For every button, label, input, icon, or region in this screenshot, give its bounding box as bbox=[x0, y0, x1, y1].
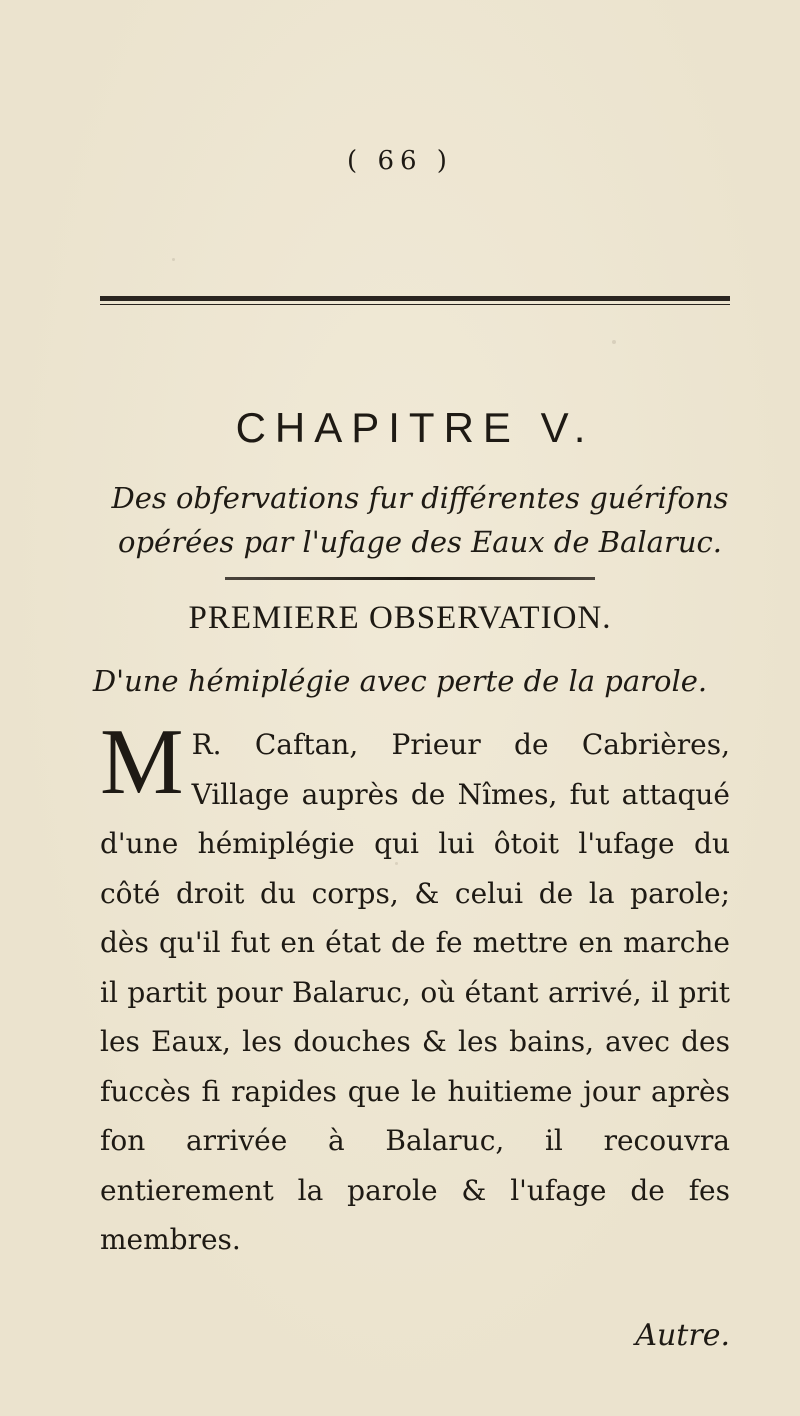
paper-speck bbox=[612, 340, 616, 344]
catchword: Autre. bbox=[635, 1318, 730, 1353]
header-rule bbox=[100, 296, 730, 305]
body-text: R. Caftan, Prieur de Cabrières, Village auprès de Nîmes, fut attaqué d'une hémiplégie qui lui ôtoit l'ufage du côté droit du corps, & celui de la parole; dès qu'il fut en état de fe mettre en marche il partit pour Balaruc, où étant arrivé, il prit les Eaux, les douches & les bains, avec des fuccès fi rapides que le huitieme jour après fon arrivée à Balaruc, il recouvra entierement la parole & l'ufage de fes membres. bbox=[100, 728, 730, 1256]
drop-cap: M bbox=[100, 710, 184, 814]
observation-title: PREMIERE OBSERVATION. bbox=[188, 600, 612, 636]
page-number: ( 66 ) bbox=[347, 146, 453, 176]
paper-speck bbox=[172, 258, 175, 261]
body-paragraph bbox=[100, 710, 730, 1265]
chapter-heading: CHAPITRE V. bbox=[235, 404, 595, 451]
section-rule bbox=[225, 577, 595, 580]
observation-subtitle: D'une hémiplégie avec perte de la parole. bbox=[92, 664, 708, 698]
chapter-subtitle: Des obfervations fur différentes guérifons opérées par l'ufage des Eaux de Balaruc. bbox=[111, 481, 729, 559]
